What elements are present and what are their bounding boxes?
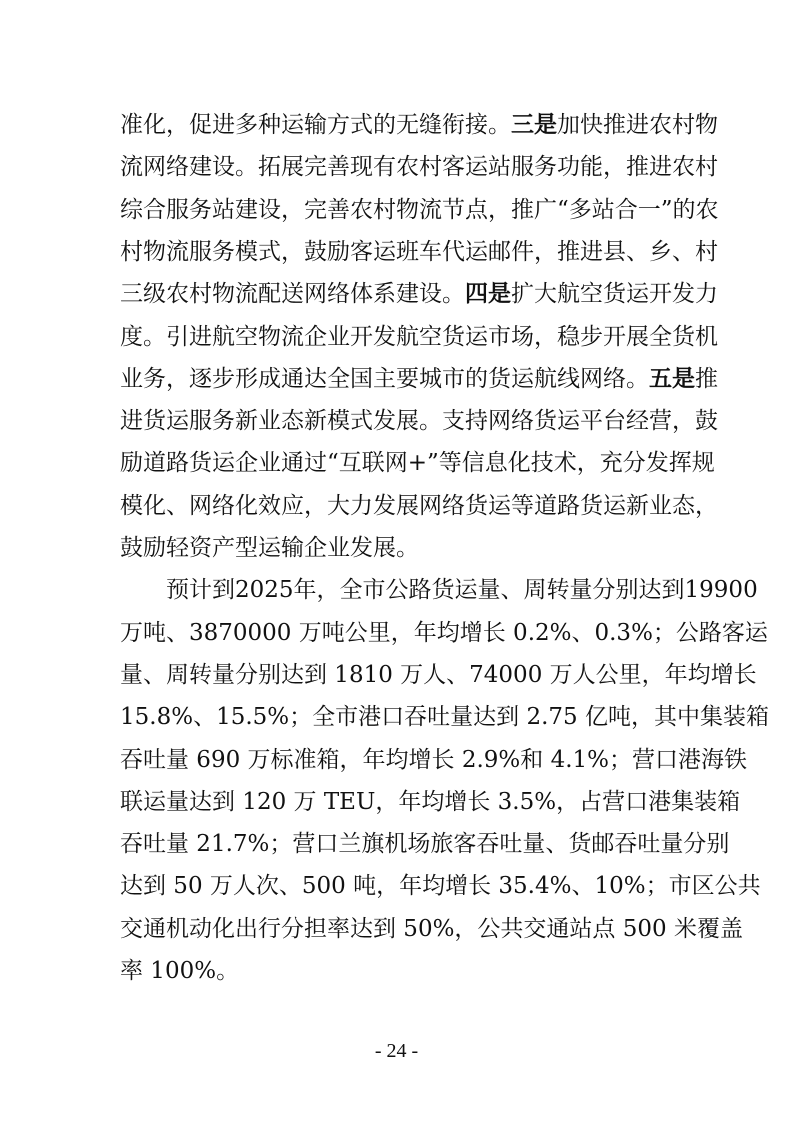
- paragraph-2-line-10: 率 100%。: [120, 958, 240, 984]
- emphasis-label: 三是: [511, 112, 557, 138]
- paragraph-2-line-2: 万吨、3870000 万吨公里，年均增长 0.2%、0.3%；公路客运: [120, 620, 768, 646]
- paragraph-1-line-5: [120, 279, 718, 309]
- text-segment: 扩大航空货运开发力: [511, 281, 718, 307]
- paragraph-2-line-8: 达到 50 万人次、500 吨，年均增长 35.4%、10%；市区公共: [120, 873, 761, 899]
- emphasis-label: 五是: [649, 366, 695, 392]
- paragraph-1-line-8: 进货运服务新业态新模式发展。支持网络货运平台经营，鼓: [120, 408, 718, 434]
- paragraph-1-line-11: 鼓励轻资产型运输企业发展。: [120, 535, 419, 561]
- paragraph-2-line-9: 交通机动化出行分担率达到 50%，公共交通站点 500 米覆盖: [120, 916, 743, 942]
- paragraph-2-line-1: 预计到2025年，全市公路货运量、周转量分别达到19900: [166, 577, 758, 603]
- paragraph-2-line-3: 量、周转量分别达到 1810 万人、74000 万人公里，年均增长: [120, 662, 757, 688]
- paragraph-1-line-1: [120, 110, 718, 140]
- paragraph-1-line-10: 模化、网络化效应，大力发展网络货运等道路货运新业态，: [120, 493, 718, 519]
- text-segment: 准化，促进多种运输方式的无缝衔接。: [120, 112, 511, 138]
- paragraph-1-line-2: 流网络建设。拓展完善现有农村客运站服务功能，推进农村: [120, 154, 718, 180]
- text-segment: 推: [695, 366, 718, 392]
- paragraph-1-line-4: 村物流服务模式，鼓励客运班车代运邮件，推进县、乡、村: [120, 239, 718, 265]
- paragraph-1-line-3: 综合服务站建设，完善农村物流节点，推广“多站合一”的农: [120, 197, 719, 223]
- paragraph-1-line-9: 励道路货运企业通过“互联网+”等信息化技术，充分发挥规: [120, 450, 715, 476]
- paragraph-1-line-7: [120, 364, 718, 394]
- text-segment: 加快推进农村物: [557, 112, 718, 138]
- paragraph-2-line-4: 15.8%、15.5%；全市港口吞吐量达到 2.75 亿吨，其中集装箱: [120, 704, 769, 730]
- paragraph-2-line-5: 吞吐量 690 万标准箱，年均增长 2.9%和 4.1%；营口港海铁: [120, 747, 748, 773]
- paragraph-1-line-6: 度。引进航空物流企业开发航空货运市场，稳步开展全货机: [120, 324, 718, 350]
- page-number: - 24 -: [374, 1040, 419, 1062]
- text-segment: 业务，逐步形成通达全国主要城市的货运航线网络。: [120, 366, 649, 392]
- paragraph-2-line-7: 吞吐量 21.7%；营口兰旗机场旅客吞吐量、货邮吞吐量分别: [120, 831, 730, 857]
- text-segment: 三级农村物流配送网络体系建设。: [120, 281, 465, 307]
- emphasis-label: 四是: [465, 281, 511, 307]
- paragraph-2-line-6: 联运量达到 120 万 TEU，年均增长 3.5%，占营口港集装箱: [120, 789, 741, 815]
